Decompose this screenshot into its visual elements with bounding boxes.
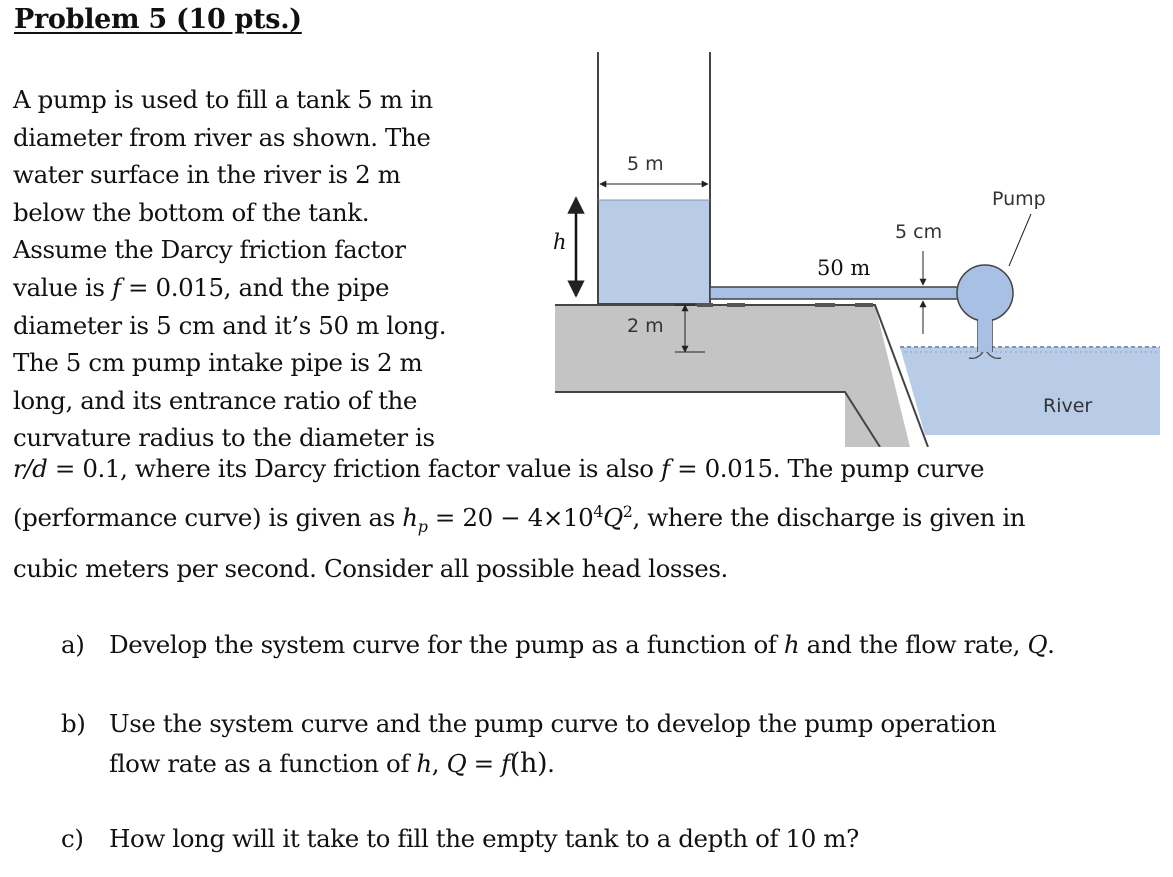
- tank-diameter-label: 5 m: [627, 153, 664, 175]
- intro-line-2: diameter from river as shown. The: [13, 122, 431, 152]
- friction-factor-symbol: f: [111, 272, 121, 302]
- intro-line-6: value is f = 0.015, and the pipe: [13, 272, 390, 302]
- question-a: a) Develop the system curve for the pump as a function of h and the flow rate, Q.: [61, 630, 1055, 659]
- discharge-pipe: [710, 287, 963, 299]
- intro-line-5: Assume the Darcy friction factor: [13, 235, 406, 265]
- problem-intro: [13, 81, 513, 457]
- river-water: [900, 347, 1160, 435]
- problem-title: Problem 5 (10 pts.): [14, 4, 302, 35]
- tank-pump-diagram: [545, 52, 1165, 447]
- intro-line-4: below the bottom of the tank.: [13, 197, 370, 227]
- elevation-label: 2 m: [627, 315, 664, 337]
- intro-line-9: long, and its entrance ratio of the: [13, 385, 418, 415]
- river-label: River: [1043, 395, 1093, 417]
- curvature-ratio: r/d: [13, 454, 48, 483]
- pump-icon: [957, 265, 1013, 321]
- intro-line-1: A pump is used to fill a tank 5 m in: [13, 85, 433, 114]
- ground-embankment: [555, 305, 910, 447]
- intro-line-3: water surface in the river is 2 m: [13, 160, 401, 190]
- pipe-diameter-label: 5 cm: [895, 221, 943, 243]
- problem-text-line-units: cubic meters per second. Consider all possible head losses.: [13, 554, 728, 583]
- pump-label: Pump: [992, 188, 1046, 210]
- pump-head-symbol: h: [402, 503, 418, 532]
- problem-text-line-ratio: r/d = 0.1, where its Darcy friction factor value is also f = 0.015. The pump curve: [13, 454, 985, 483]
- question-c: c) How long will it take to fill the empty tank to a depth of 10 m?: [61, 824, 859, 853]
- tank-water: [598, 200, 710, 304]
- intro-line-8: The 5 cm pump intake pipe is 2 m: [13, 348, 423, 378]
- intro-line-10: curvature radius to the diameter is: [13, 423, 435, 453]
- question-b: b) Use the system curve and the pump curve to develop the pump operation flow rate as a function of h, Q = f(h).: [61, 709, 997, 779]
- tank-depth-label: h: [553, 230, 567, 254]
- intro-line-7: diameter is 5 cm and it’s 50 m long.: [13, 310, 447, 340]
- pipe-length-label: 50 m: [817, 256, 871, 280]
- pump-curve-equation-line: (performance curve) is given as $h_p = 20 - 4\times 10^4Q^2$, where the discharge is given in: [13, 501, 1026, 536]
